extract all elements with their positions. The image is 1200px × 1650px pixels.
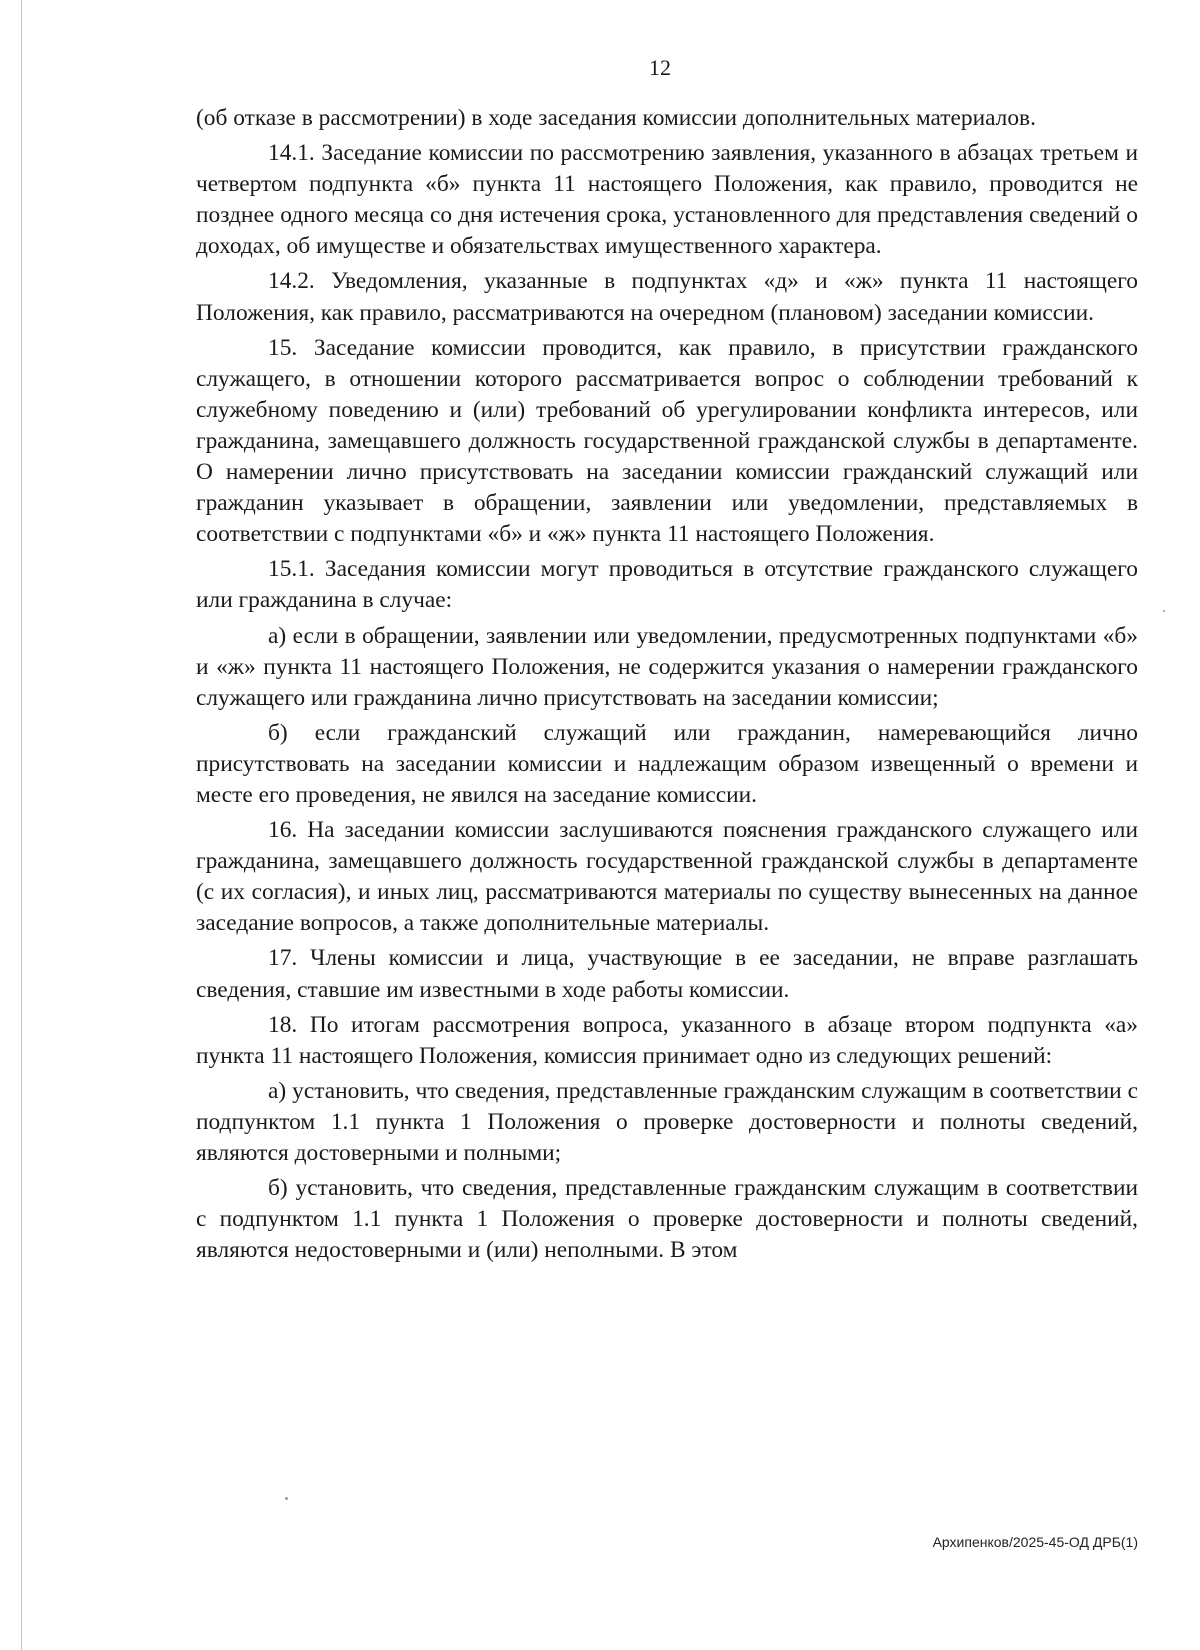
paragraph: 15. Заседание комиссии проводится, как правило, в присутствии гражданского служащего, в отношении которого рассматривается вопрос о соблюдении требований к служебному поведению и (или) требований об урегулировании конфликта интересов, или гражданина, замещавшего должность государственной гражданской службы в департаменте. О намерении лично присутствовать на заседании комиссии гражданский служащий или гражданин указывает в обращении, заявлении или уведомлении, представляемых в соответствии с подпунктами «б» и «ж» пункта 11 настоящего Положения. bbox=[196, 334, 1138, 548]
paragraph: (об отказе в рассмотрении) в ходе заседания комиссии дополнительных материалов. bbox=[196, 105, 1036, 131]
list-item: б) если гражданский служащий или гражданин, намеревающийся лично присутствовать на заседании комиссии и надлежащим образом извещенный о времени и месте его проведения, не явился на заседание комиссии. bbox=[196, 719, 1138, 808]
paragraph: 16. На заседании комиссии заслушиваются пояснения гражданского служащего или гражданина, замещавшего должность государственной гражданской службы в департаменте (с их согласия), и иных лиц, рассматриваются материалы по существу вынесенных на данное заседание вопросов, а также дополнительные материалы. bbox=[196, 817, 1138, 937]
scan-edge-line bbox=[21, 0, 22, 1650]
list-item: а) если в обращении, заявлении или уведомлении, предусмотренных подпунктами «б» и «ж» пункта 11 настоящего Положения, не содержится указания о намерении гражданского служащего или гражданина лично присутствовать на заседании комиссии; bbox=[196, 622, 1138, 711]
paragraph: 15.1. Заседания комиссии могут проводиться в отсутствие гражданского служащего или гражданина в случае: bbox=[196, 556, 1138, 614]
list-item: б) установить, что сведения, представленные гражданским служащим в соответствии с подпунктом 1.1 пункта 1 Положения о проверке достоверности и полноты сведений, являются недостоверными и (или) неполными. В этом bbox=[196, 1175, 1138, 1264]
page-number: 12 bbox=[649, 55, 671, 80]
scan-speck bbox=[285, 1497, 288, 1500]
paragraph: 17. Члены комиссии и лица, участвующие в ее заседании, не вправе разглашать сведения, ставшие им известными в ходе работы комиссии. bbox=[196, 945, 1138, 1003]
list-item: а) установить, что сведения, представленные гражданским служащим в соответствии с подпунктом 1.1 пункта 1 Положения о проверке достоверности и полноты сведений, являются достоверными и полными; bbox=[196, 1077, 1138, 1166]
paragraph: 14.1. Заседание комиссии по рассмотрению заявления, указанного в абзацах третьем и четвертом подпункта «б» пункта 11 настоящего Положения, как правило, проводится не позднее одного месяца со дня истечения срока, установленного для представления сведений о доходах, об имуществе и обязательствах имущественного характера. bbox=[196, 140, 1138, 260]
paragraph: 14.2. Уведомления, указанные в подпунктах «д» и «ж» пункта 11 настоящего Положения, как правило, рассматриваются на очередном (плановом) заседании комиссии. bbox=[196, 268, 1138, 326]
paragraph: 18. По итогам рассмотрения вопроса, указанного в абзаце втором подпункта «а» пункта 11 настоящего Положения, комиссия принимает одно из следующих решений: bbox=[196, 1011, 1138, 1069]
document-reference-code: Архипенков/2025-45-ОД ДРБ(1) bbox=[932, 1534, 1138, 1550]
document-body bbox=[196, 103, 1138, 1266]
scan-speck bbox=[1163, 610, 1165, 612]
